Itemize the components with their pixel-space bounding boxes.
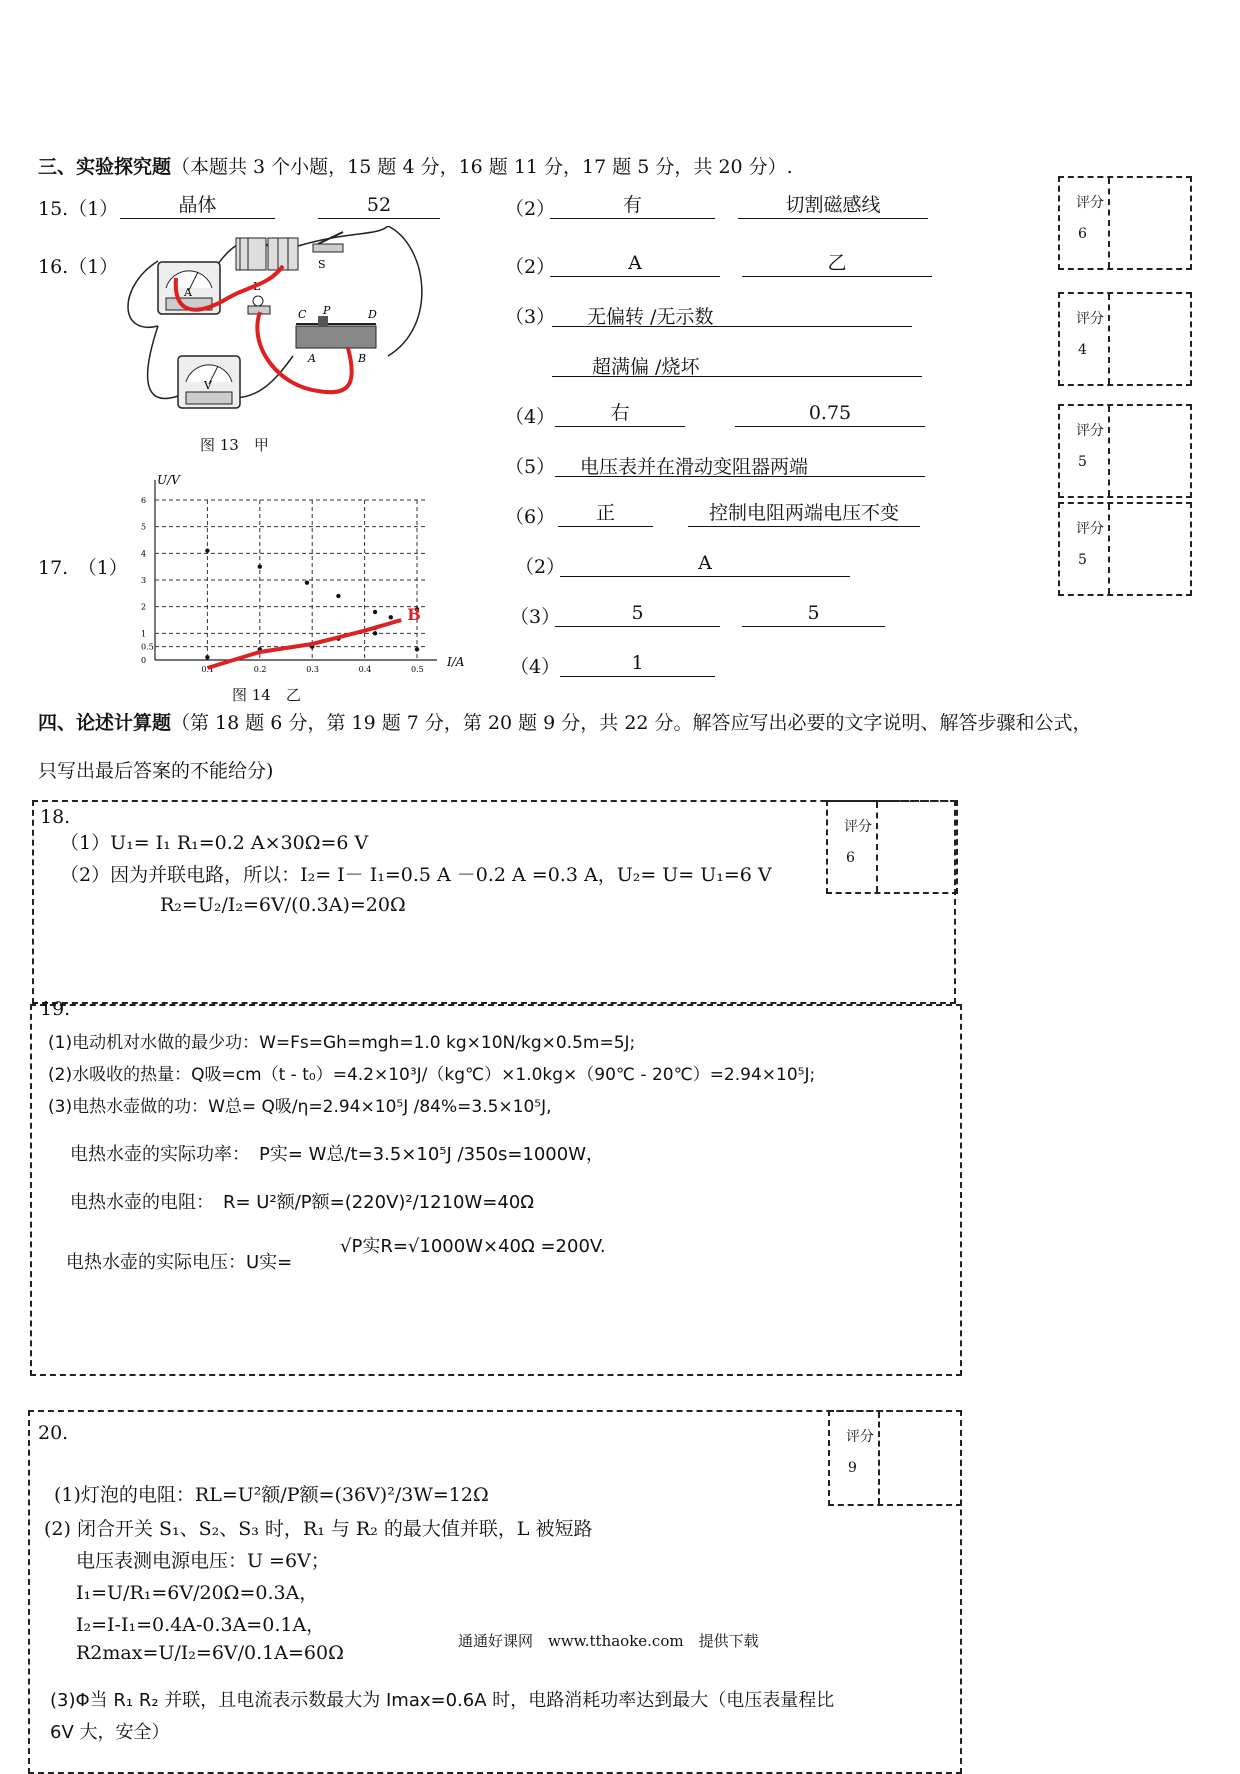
q20-line-6: R2max=U/I₂=6V/0.1A=60Ω xyxy=(76,1642,344,1664)
q19-line-1: (1)电动机对水做的最少功：W=Fs=Gh=mgh=1.0 kg×10N/kg×0.5m=5J; xyxy=(48,1033,636,1053)
q19-line-3: (3)电热水壶做的功：W总= Q吸/η=2.94×10⁵J /84%=3.5×10⁵J, xyxy=(48,1097,552,1117)
q15-answer-4: 切割磁感线 xyxy=(738,194,928,219)
q16-part6-label: （6） xyxy=(505,506,556,528)
chart-y-tick: 0 xyxy=(141,656,147,665)
q20-line-5: I₂=I-I₁=0.4A-0.3A=0.1A， xyxy=(76,1614,326,1636)
q20-line-2: (2) 闭合开关 S₁、S₂、S₃ 时，R₁ 与 R₂ 的最大值并联，L 被短路 xyxy=(44,1518,593,1540)
chart-point xyxy=(373,631,377,635)
q15-answer-2: 52 xyxy=(318,194,440,219)
q16-answer-3b-line xyxy=(552,352,922,377)
q16-answer-4b: 0.75 xyxy=(735,402,925,427)
chart-x-tick: 0.3 xyxy=(306,665,319,674)
chart-x-tick: 0.2 xyxy=(253,665,267,674)
score-box-17 xyxy=(1058,502,1192,596)
chart-point xyxy=(415,647,419,651)
rheostat-label-c: C xyxy=(298,308,307,321)
score-value: 5 xyxy=(1078,454,1087,470)
q16-answer-2b: 乙 xyxy=(742,252,932,277)
fig13-caption: 图 13 甲 xyxy=(200,436,269,454)
chart-grid xyxy=(155,480,437,660)
chart-y-tick: 1 xyxy=(141,629,147,639)
q19-line-2: (2)水吸收的热量：Q吸=cm（t - t₀）=4.2×10³J/（kg℃）×1.0kg×（90℃ - 20℃）=2.94×10⁵J; xyxy=(48,1065,816,1085)
chart-y-tick: 5 xyxy=(141,522,147,532)
q16-answer-2a: A xyxy=(550,252,720,277)
section3-heading: 三、实验探究题 xyxy=(38,156,172,178)
chart-y-tick: 0.5 xyxy=(141,642,154,652)
q16-part2-label: （2） xyxy=(505,256,556,278)
q16-answer-4a: 右 xyxy=(555,402,685,427)
chart-point xyxy=(205,655,209,659)
watermark-text: 通通好课网 www.tthaoke.com 提供下载 xyxy=(458,1632,759,1650)
score-label: 评分 xyxy=(846,1429,874,1445)
q16-answer-3a: 无偏转 /无示数 xyxy=(587,306,714,328)
q16-answer-5: 电压表并在滑动变阻器两端 xyxy=(580,456,809,478)
voltmeter-label: V xyxy=(204,379,212,392)
chart-curve-label: B xyxy=(407,605,421,624)
q15-answer-1: 晶体 xyxy=(120,194,275,219)
q17-answer-2: A xyxy=(560,552,850,577)
chart-point xyxy=(305,580,309,584)
q17-part2-label: （2） xyxy=(515,556,566,578)
q19-line-4: 电热水壶的实际功率： P实= W总/t=3.5×10⁵J /350s=1000W， xyxy=(70,1144,605,1165)
q20-line-4: I₁=U/R₁=6V/20Ω=0.3A， xyxy=(76,1582,319,1604)
q20-line-3: 电压表测电源电压：U =6V； xyxy=(76,1550,330,1572)
score-value: 6 xyxy=(1078,226,1087,242)
chart-point xyxy=(336,594,340,598)
chart-point xyxy=(205,548,209,552)
score-value: 4 xyxy=(1078,342,1087,358)
section4-heading: 四、论述计算题 xyxy=(38,712,172,734)
battery-icon xyxy=(236,238,298,270)
chart-point xyxy=(373,610,377,614)
score-box-20 xyxy=(828,1410,962,1506)
chart-x-tick: 0.4 xyxy=(358,665,372,674)
chart-point xyxy=(258,564,262,568)
chart-curve-b xyxy=(207,620,401,668)
section4-heading-row xyxy=(38,708,1092,735)
q16-part4-label: （4） xyxy=(505,406,556,428)
q20-line-1: (1)灯泡的电阻：RL=U²额/P额=(36V)²/3W=12Ω xyxy=(54,1484,489,1506)
q16-part3-label: （3） xyxy=(505,306,556,328)
chart-point xyxy=(389,615,393,619)
q16-answer-5-line xyxy=(555,452,925,477)
q18-line-1: （1）U₁= I₁ R₁=0.2 A×30Ω=6 V xyxy=(60,832,369,854)
score-label: 评分 xyxy=(1076,423,1104,439)
q19-line-5: 电热水壶的电阻： R= U²额/P额=(220V)²/1210W=40Ω xyxy=(70,1192,535,1213)
lamp-icon xyxy=(248,296,270,314)
section4-note-2: 只写出最后答案的不能给分) xyxy=(38,760,274,782)
rheostat-icon xyxy=(296,316,376,348)
chart-y-tick: 6 xyxy=(141,496,147,505)
q15-part2-label: （2） xyxy=(505,198,556,220)
rheostat-label-a: A xyxy=(308,352,316,365)
lamp-label: L xyxy=(253,280,261,293)
chart-xlabel: I/A xyxy=(447,655,465,669)
q17-answer-3a: 5 xyxy=(555,602,720,627)
q16-number: 16.（1） xyxy=(38,256,119,278)
score-box-16b xyxy=(1058,404,1192,498)
score-box-15 xyxy=(1058,176,1192,270)
q17-answer-3b: 5 xyxy=(742,602,885,627)
q16-answer-6b: 控制电阻两端电压不变 xyxy=(688,502,920,527)
section3-heading-row xyxy=(38,152,793,179)
ammeter-label: A xyxy=(184,286,192,299)
rheostat-label-p: P xyxy=(323,304,331,317)
switch-icon xyxy=(313,232,343,252)
q20-line-8: 6V 大，安全） xyxy=(50,1722,170,1743)
score-value: 9 xyxy=(848,1460,857,1476)
chart-ylabel: U/V xyxy=(157,473,180,487)
q16-part5-label: （5） xyxy=(505,456,556,478)
q18-line-2: （2）因为并联电路，所以：I₂= I－ I₁=0.5 A －0.2 A =0.3 A，U₂= U= U₁=6 V xyxy=(60,864,772,886)
chart-x-tick: 0.5 xyxy=(411,665,424,674)
switch-label: S xyxy=(318,258,326,271)
chart-y-tick: 4 xyxy=(141,549,147,559)
q18-line-3: R₂=U₂/I₂=6V/(0.3A)=20Ω xyxy=(160,894,406,916)
score-label: 评分 xyxy=(1076,521,1104,537)
q18-number: 18. xyxy=(40,806,71,828)
score-label: 评分 xyxy=(1076,195,1104,211)
fig14-caption: 图 14 乙 xyxy=(232,686,301,704)
q19-line-6a: 电热水壶的实际电压：U实= xyxy=(66,1252,293,1273)
q17-answer-4: 1 xyxy=(560,652,715,677)
q20-line-7: (3)Φ当 R₁ R₂ 并联，且电流表示数最大为 Imax=0.6A 时，电路消耗功率达到最大（电压表量程比 xyxy=(50,1690,835,1711)
q19-number: 19. xyxy=(40,998,71,1020)
q16-answer-3a-line xyxy=(552,302,912,327)
chart-x-tick: 0.1 xyxy=(201,665,215,674)
ui-chart xyxy=(125,470,475,688)
chart-y-tick: 3 xyxy=(141,576,147,585)
q16-answer-6a: 正 xyxy=(558,502,653,527)
q19-line-6b: √P实R=√1000W×40Ω =200V. xyxy=(340,1236,606,1257)
score-box-18 xyxy=(826,800,958,894)
rheostat-label-b: B xyxy=(358,352,367,365)
q17-number: 17. （1） xyxy=(38,557,128,579)
section3-note: （本题共 3 个小题，15 题 4 分，16 题 11 分，17 题 5 分，共 20 分）. xyxy=(171,156,793,178)
q17-part4-label: （4） xyxy=(510,656,561,678)
q15-answer-3: 有 xyxy=(550,194,715,219)
score-box-16a xyxy=(1058,292,1192,386)
score-value: 6 xyxy=(846,850,855,866)
chart-y-tick: 2 xyxy=(141,602,147,612)
section4-note: （第 18 题 6 分，第 19 题 7 分，第 20 题 9 分，共 22 分。解答应写出必要的文字说明、解答步骤和公式， xyxy=(171,712,1092,734)
q20-number: 20. xyxy=(38,1422,69,1444)
circuit-diagram xyxy=(118,226,438,456)
rheostat-label-d: D xyxy=(368,308,377,321)
q15-number: 15.（1） xyxy=(38,198,119,220)
score-label: 评分 xyxy=(1076,311,1104,327)
q16-answer-3b: 超满偏 /烧坏 xyxy=(592,356,700,378)
q17-part3-label: （3） xyxy=(510,606,561,628)
score-label: 评分 xyxy=(844,819,872,835)
score-value: 5 xyxy=(1078,552,1087,568)
